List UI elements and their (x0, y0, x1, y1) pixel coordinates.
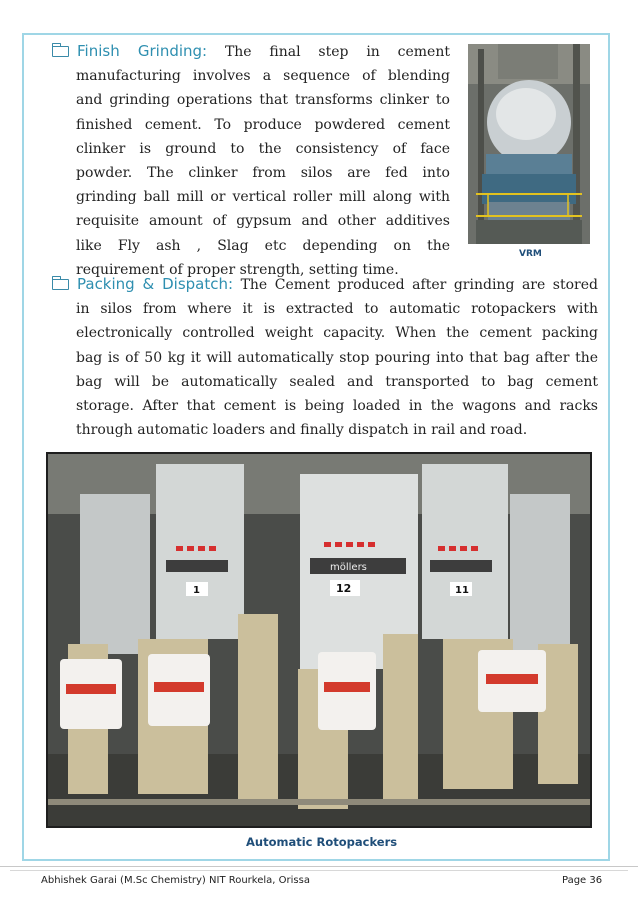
brand-label: möllers (330, 562, 367, 573)
finish-grinding-line: like Fly ash , Slag etc depending on the (76, 237, 450, 254)
footer-author: Abhishek Garai (M.Sc Chemistry) NIT Rourkela, Orissa (41, 875, 310, 886)
machine-number: 1 (193, 585, 200, 596)
finish-grinding-line: finished cement. To produce powdered cement (76, 116, 450, 133)
finish-grinding-heading: Finish Grinding: (77, 42, 208, 60)
finish-grinding-line: clinker is ground to the consistency of face (76, 140, 450, 157)
page-number: Page 36 (562, 875, 603, 886)
finish-grinding-line: manufacturing involves a sequence of blending (76, 68, 450, 85)
folder-bullet-icon (52, 46, 69, 57)
vrm-caption: VRM (519, 249, 542, 259)
finish-grinding-first-line (52, 39, 450, 64)
packing-dispatch-section (52, 272, 598, 442)
footer-divider (10, 870, 628, 871)
packing-dispatch-line: bag is of 50 kg it will automatically stop pouring into that bag after the (76, 349, 598, 366)
machine-number: 12 (336, 582, 352, 595)
packing-dispatch-line: in silos from where it is extracted to automatic rotopackers with (76, 301, 598, 318)
machine-number: 11 (455, 585, 469, 596)
packing-dispatch-line: electronically controlled weight capacity. When the cement packing (76, 325, 598, 342)
finish-grinding-section (52, 39, 450, 282)
packing-dispatch-line: storage. After that cement is being loaded in the wagons and racks (76, 398, 598, 415)
finish-grinding-line: requirement of proper strength, setting time. (76, 261, 399, 278)
folder-bullet-icon (52, 279, 69, 290)
footer-divider (0, 866, 638, 867)
packing-dispatch-line: through automatic loaders and finally dispatch in rail and road. (76, 422, 528, 439)
packing-dispatch-heading: Packing & Dispatch: (77, 275, 234, 293)
finish-grinding-line: powder. The clinker from silos are fed into (76, 165, 450, 182)
vrm-photo (468, 44, 590, 244)
finish-grinding-line: grinding ball mill or vertical roller mill along with (76, 189, 450, 206)
finish-grinding-line: The final step in cement (224, 44, 450, 60)
rotopacker-photo (48, 454, 590, 826)
packing-dispatch-line: bag will be automatically sealed and transported to bag cement (76, 373, 598, 390)
finish-grinding-line: and grinding operations that transforms clinker to (76, 92, 450, 109)
finish-grinding-line: requisite amount of gypsum and other additives (76, 213, 450, 230)
packing-dispatch-line: The Cement produced after grinding are stored (240, 277, 598, 293)
rotopacker-caption: Automatic Rotopackers (246, 835, 398, 849)
packing-dispatch-first-line (52, 272, 598, 297)
rotopacker-photo-frame (46, 452, 592, 828)
